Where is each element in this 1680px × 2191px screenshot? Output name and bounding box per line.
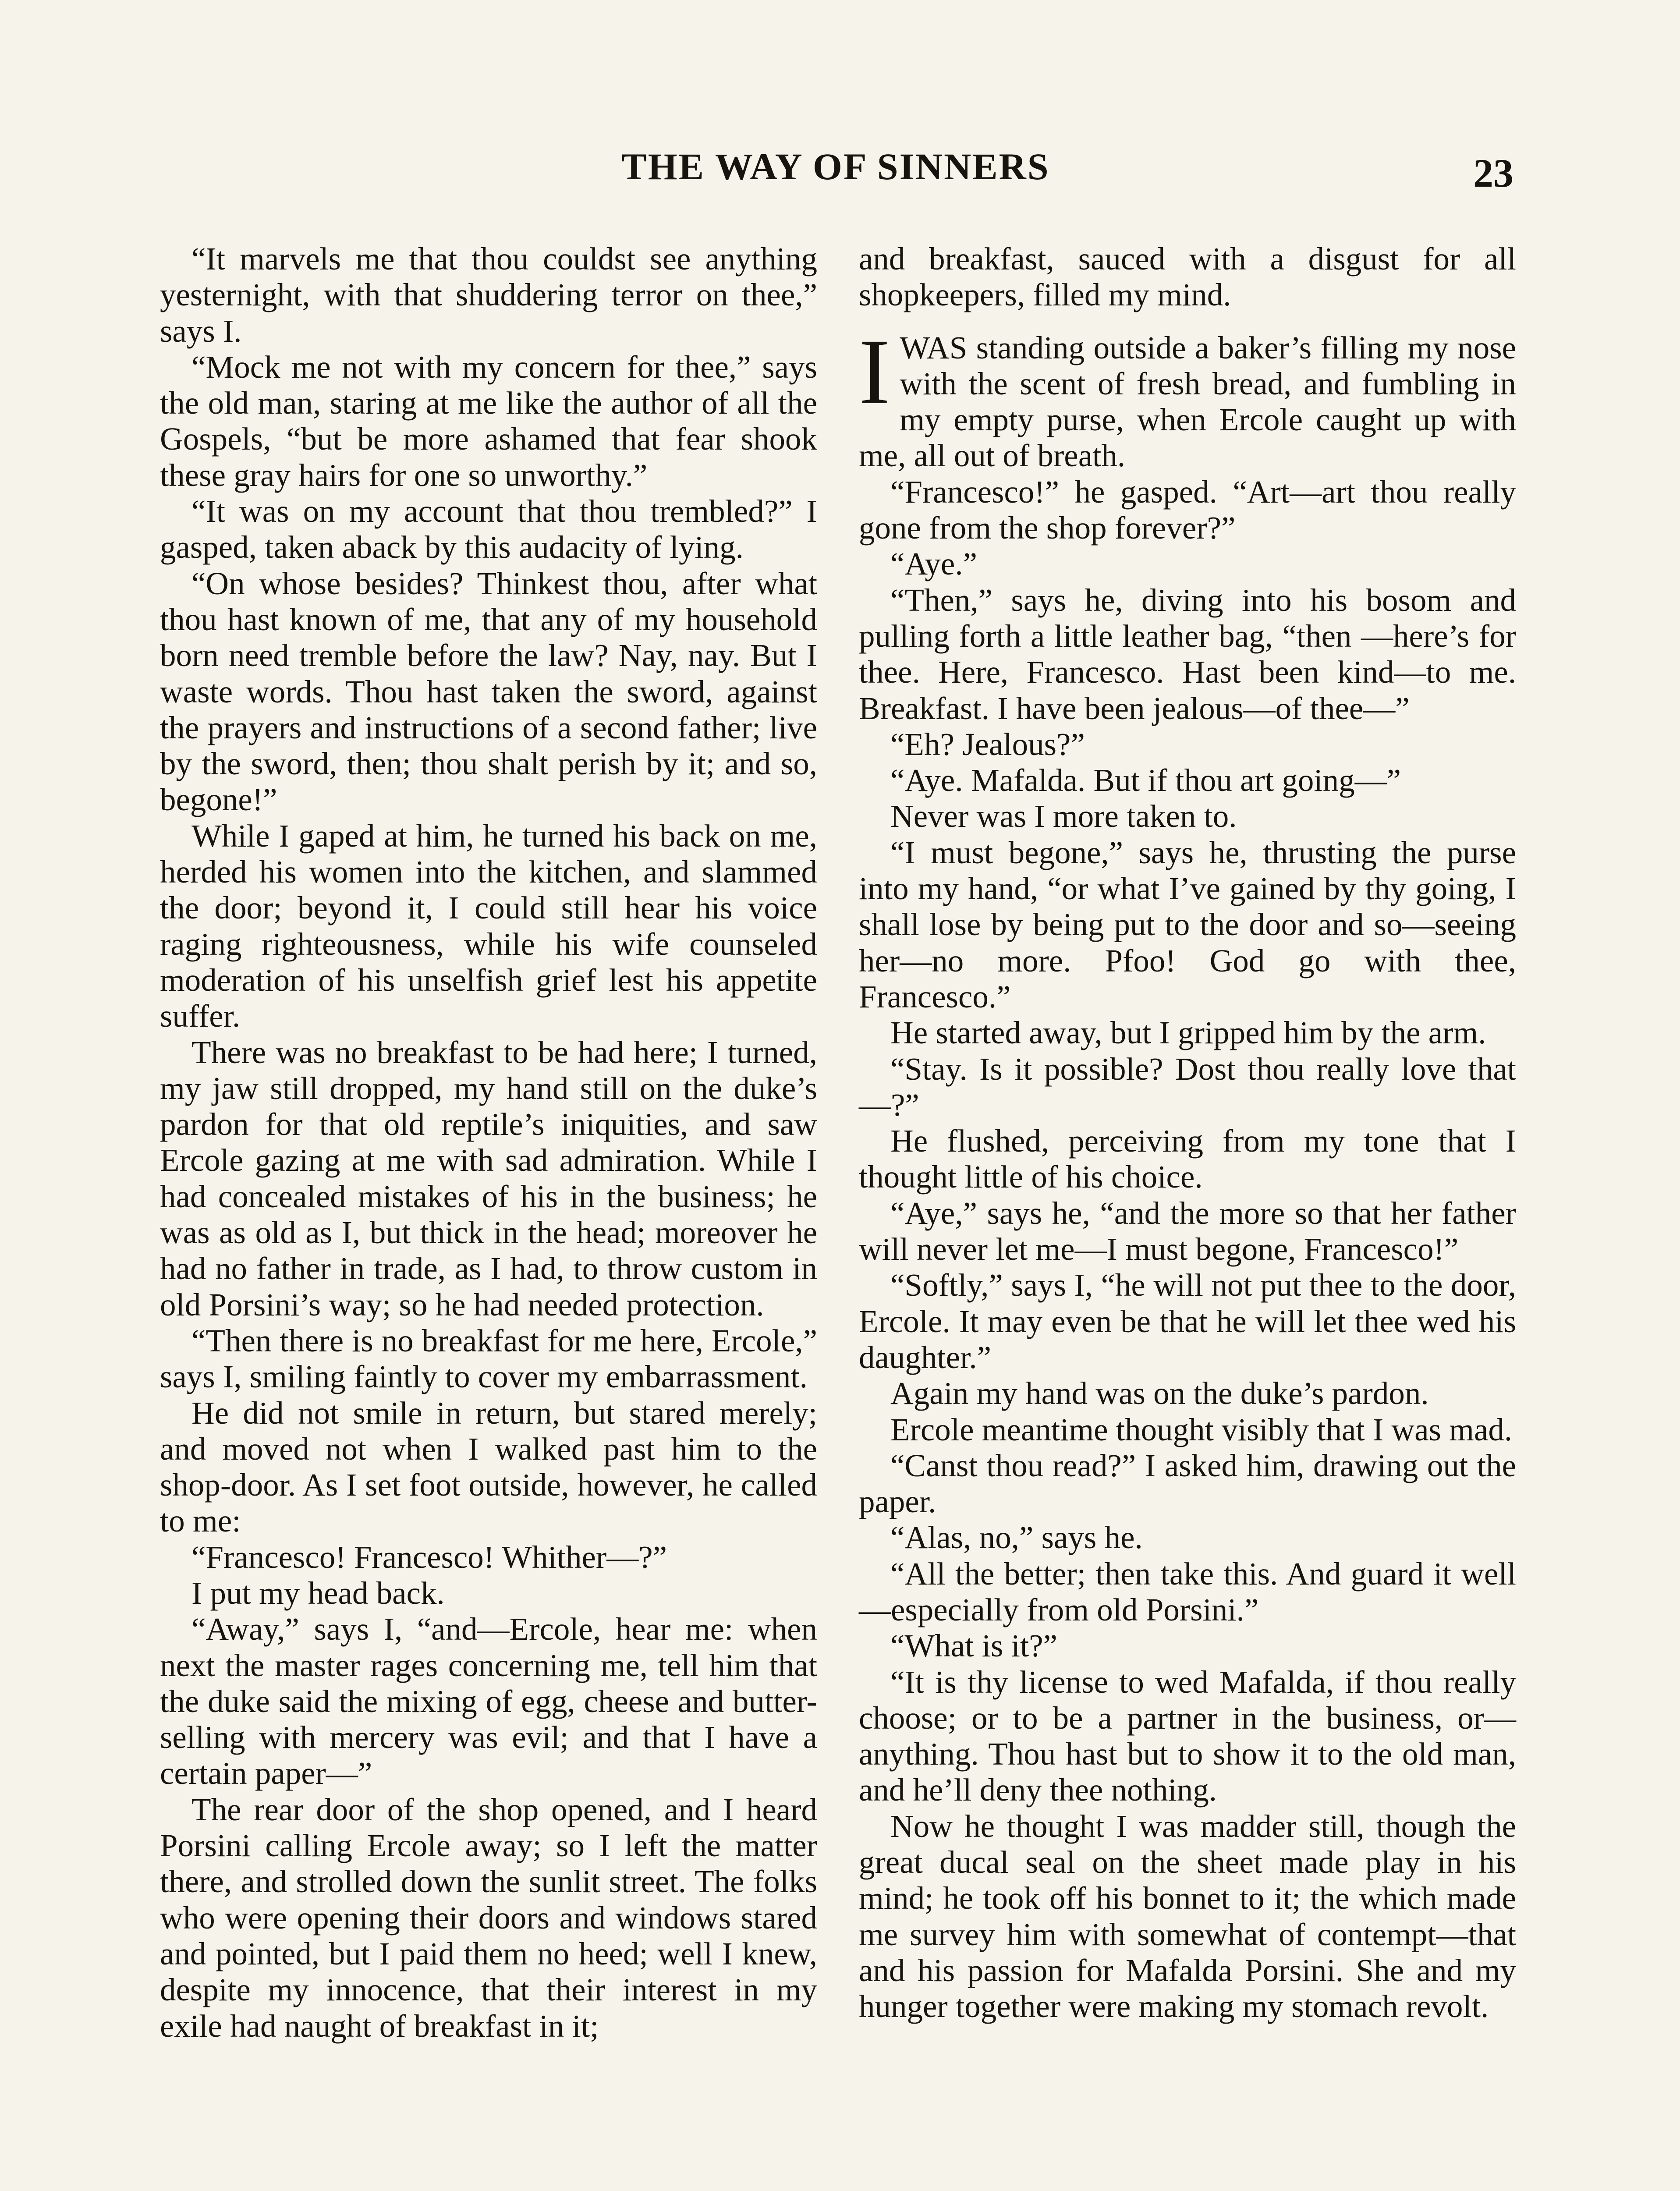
chapter-title: THE WAY OF SINNERS xyxy=(621,145,1050,188)
paragraph: There was no breakfast to be had here; I turned, my jaw still dropped, my hand still on the duke’s pardon for that old reptile’s iniquities, and saw Ercole gazing at me with sad admiration. While I had concealed mistakes of his in the business; he was as old as I, but thick in the head; moreover he had no father in trade, as I had, to throw custom in old Porsini’s way; so he had needed protection. xyxy=(160,1034,817,1322)
paragraph: “Aye,” says he, “and the more so that her father will never let me—I must begone, Francesco!” xyxy=(859,1195,1516,1267)
paragraph: “All the better; then take this. And guard it well—especially from old Porsini.” xyxy=(859,1556,1516,1627)
paragraph: “Alas, no,” says he. xyxy=(890,1520,1143,1556)
paragraph: “What is it?” xyxy=(890,1628,1058,1664)
paragraph: “Canst thou read?” I asked him, drawing out the paper. xyxy=(859,1447,1516,1520)
paragraph: “Then there is no breakfast for me here, Ercole,” says I, smiling faintly to cover my embarrassment. xyxy=(160,1322,817,1395)
paragraph: I put my head back. xyxy=(191,1575,445,1611)
paragraph: “It marvels me that thou couldst see anything yesternight, with that shuddering terror on thee,” says I. xyxy=(160,241,817,349)
paragraph: Again my hand was on the duke’s pardon. xyxy=(890,1376,1429,1411)
paragraph: “It was on my account that thou trembled?” I gasped, taken aback by this audacity of lying. xyxy=(160,493,817,565)
paragraph: “Francesco!” he gasped. “Art—art thou really gone from the shop forever?” xyxy=(859,474,1516,546)
paragraph: “Away,” says I, “and—Ercole, hear me: when next the master rages concerning me, tell him that the duke said the mixing of egg, cheese and butter-selling with mercery was evil; and that I have a certain paper—” xyxy=(160,1611,817,1791)
paragraph: He started away, but I gripped him by the arm. xyxy=(890,1015,1486,1051)
right-text-column xyxy=(859,241,1516,2025)
paragraph: He flushed, perceiving from my tone that I thought little of his choice. xyxy=(859,1123,1516,1195)
paragraph: “Stay. Is it possible? Dost thou really love that—?” xyxy=(859,1051,1516,1123)
continued-paragraph: and breakfast, sauced with a disgust for all shopkeepers, filled my mind. xyxy=(859,241,1516,313)
paragraph: “Aye. Mafalda. But if thou art going—” xyxy=(890,762,1401,798)
opening-text: WAS standing outside a baker’s filling my nose with the scent of fresh bread, and fumbling in my empty purse, when Ercole caught up with me, all out of breath. xyxy=(859,330,1516,474)
paragraph: “I must begone,” says he, thrusting the purse into my hand, “or what I’ve gained by thy going, I shall lose by being put to the door and so—seeing her—no more. Pfoo! God go with thee, Francesco.” xyxy=(859,834,1516,1014)
page-number: 23 xyxy=(1473,151,1513,195)
paragraph: While I gaped at him, he turned his back on me, herded his women into the kitchen, and slammed the door; beyond it, I could still hear his voice raging righteousness, while his wife counseled moderation of his unselfish grief lest his appetite suffer. xyxy=(160,818,817,1034)
paragraph: The rear door of the shop opened, and I heard Porsini calling Ercole away; so I left the matter there, and strolled down the sunlit street. The folks who were opening their doors and windows stared and pointed, but I paid them no heed; well I knew, despite my innocence, that their interest in my exile had naught of breakfast in it; xyxy=(160,1791,817,2044)
paragraph: “On whose besides? Thinkest thou, after what thou hast known of me, that any of my household born need tremble before the law? Nay, nay. But I waste words. Thou hast taken the sword, against the prayers and instructions of a second father; live by the sword, then; thou shalt perish by it; and so, begone!” xyxy=(160,565,817,818)
paragraph: “Mock me not with my concern for thee,” says the old man, staring at me like the author of all the Gospels, “but be more ashamed that fear shook these gray hairs for one so unworthy.” xyxy=(160,349,817,493)
drop-cap: I xyxy=(859,319,890,424)
paragraph: Ercole meantime thought visibly that I was mad. xyxy=(890,1411,1513,1447)
section-opening-paragraph xyxy=(859,319,1516,474)
paragraph: “It is thy license to wed Mafalda, if thou really choose; or to be a partner in the business, or—anything. Thou hast but to show it to the old man, and he’ll deny thee nothing. xyxy=(859,1664,1516,1808)
paragraph: Now he thought I was madder still, though the great ducal seal on the sheet made play in his mind; he took off his bonnet to it; the which made me survey him with somewhat of contempt—that and his passion for Mafalda Porsini. She and my hunger together were making my stomach revolt. xyxy=(859,1808,1516,2024)
paragraph: “Then,” says he, diving into his bosom and pulling forth a little leather bag, “then —here’s for thee. Here, Francesco. Hast been kind—to me. Breakfast. I have been jealous—of thee—” xyxy=(859,582,1516,726)
running-header xyxy=(158,145,1513,210)
paragraph: Never was I more taken to. xyxy=(890,798,1237,834)
paragraph: “Francesco! Francesco! Whither—?” xyxy=(191,1539,667,1575)
paragraph: “Softly,” says I, “he will not put thee to the door, Ercole. It may even be that he will let thee wed his daughter.” xyxy=(859,1267,1516,1375)
paragraph: He did not smile in return, but stared merely; and moved not when I walked past him to the shop-door. As I set foot outside, however, he called to me: xyxy=(160,1395,817,1539)
left-text-column xyxy=(160,241,817,2044)
paragraph: “Aye.” xyxy=(890,546,977,582)
paragraph: “Eh? Jealous?” xyxy=(890,726,1085,762)
